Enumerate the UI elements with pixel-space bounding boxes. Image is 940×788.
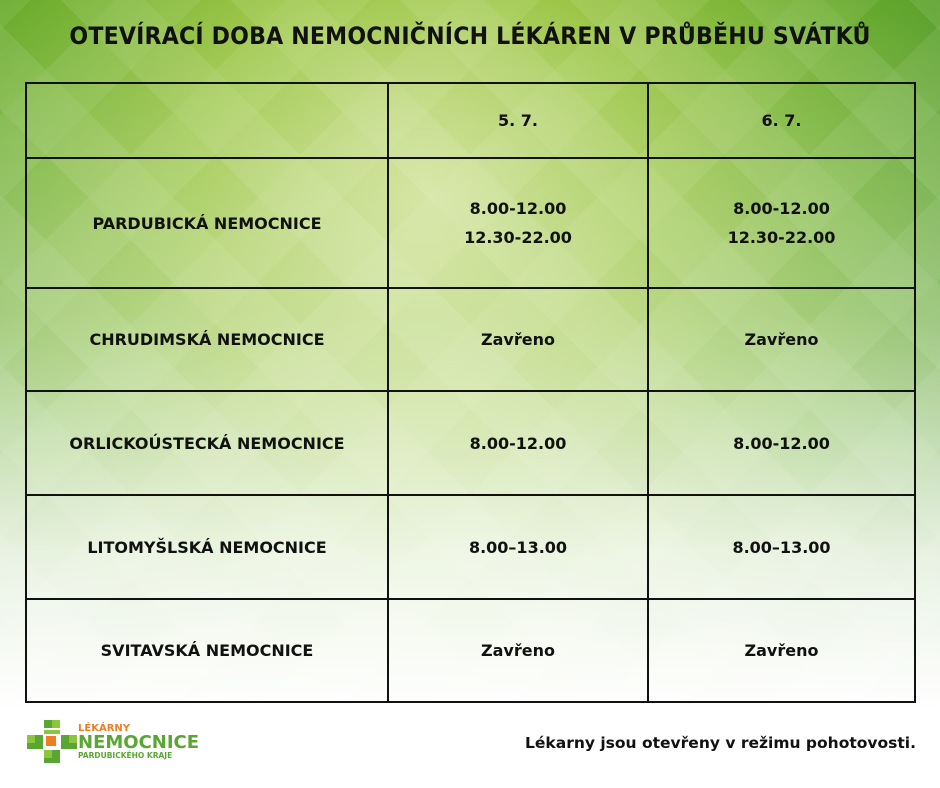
hours-line: 12.30-22.00 bbox=[464, 228, 572, 247]
hours-line: 8.00-12.00 bbox=[469, 199, 567, 218]
hours-line: 8.00–13.00 bbox=[468, 537, 568, 557]
hours-day2 bbox=[648, 288, 915, 391]
header-cell-empty bbox=[26, 83, 388, 158]
table-row bbox=[26, 391, 915, 495]
hours-day1 bbox=[388, 495, 648, 599]
hospital-name: ORLICKOÚSTECKÁ NEMOCNICE bbox=[26, 391, 388, 495]
hours-day1 bbox=[388, 158, 648, 288]
hospital-name: PARDUBICKÁ NEMOCNICE bbox=[26, 158, 388, 288]
hours-day2 bbox=[648, 599, 915, 702]
hours-line: 12.30-22.00 bbox=[727, 228, 836, 247]
table-row bbox=[26, 158, 915, 288]
logo-line3: PARDUBICKÉHO KRAJE bbox=[78, 751, 173, 760]
hours-line: 8.00–13.00 bbox=[732, 537, 831, 557]
page-title: OTEVÍRACÍ DOBA NEMOCNIČNÍCH LÉKÁREN V PRŮBĚHU SVÁTKŮ bbox=[69, 22, 871, 50]
logo-icon bbox=[27, 720, 77, 764]
hours-line: Zavřeno bbox=[744, 641, 819, 660]
hours-day1 bbox=[388, 288, 648, 391]
hours-day2 bbox=[648, 158, 915, 288]
hospital-name: CHRUDIMSKÁ NEMOCNICE bbox=[26, 288, 388, 391]
opening-hours-table bbox=[25, 82, 916, 703]
logo-text bbox=[78, 724, 199, 760]
hours-day2 bbox=[648, 391, 915, 495]
footer-note: Lékarny jsou otevřeny v režimu pohotovosti. bbox=[525, 734, 916, 752]
hours-day1 bbox=[388, 599, 648, 702]
header-cell-day1: 5. 7. bbox=[388, 83, 648, 158]
hours-line: 8.00-12.00 bbox=[733, 199, 830, 218]
header-cell-day2: 6. 7. bbox=[648, 83, 915, 158]
hours-day2 bbox=[648, 495, 915, 599]
table-row bbox=[26, 288, 915, 391]
hours-line: Zavřeno bbox=[481, 641, 555, 660]
hours-day1 bbox=[388, 391, 648, 495]
logo-line1: LÉKÁRNY bbox=[78, 723, 131, 734]
hours-line: 8.00-12.00 bbox=[469, 433, 567, 453]
logo-line2: NEMOCNICE bbox=[78, 732, 200, 753]
table-row bbox=[26, 495, 915, 599]
hospital-name: SVITAVSKÁ NEMOCNICE bbox=[26, 599, 388, 702]
hours-line: Zavřeno bbox=[481, 330, 555, 349]
table-row bbox=[26, 599, 915, 702]
table-header-row bbox=[26, 83, 915, 158]
hours-line: 8.00-12.00 bbox=[733, 433, 830, 453]
hospital-name: LITOMYŠLSKÁ NEMOCNICE bbox=[26, 495, 388, 599]
hours-line: Zavřeno bbox=[744, 330, 819, 349]
